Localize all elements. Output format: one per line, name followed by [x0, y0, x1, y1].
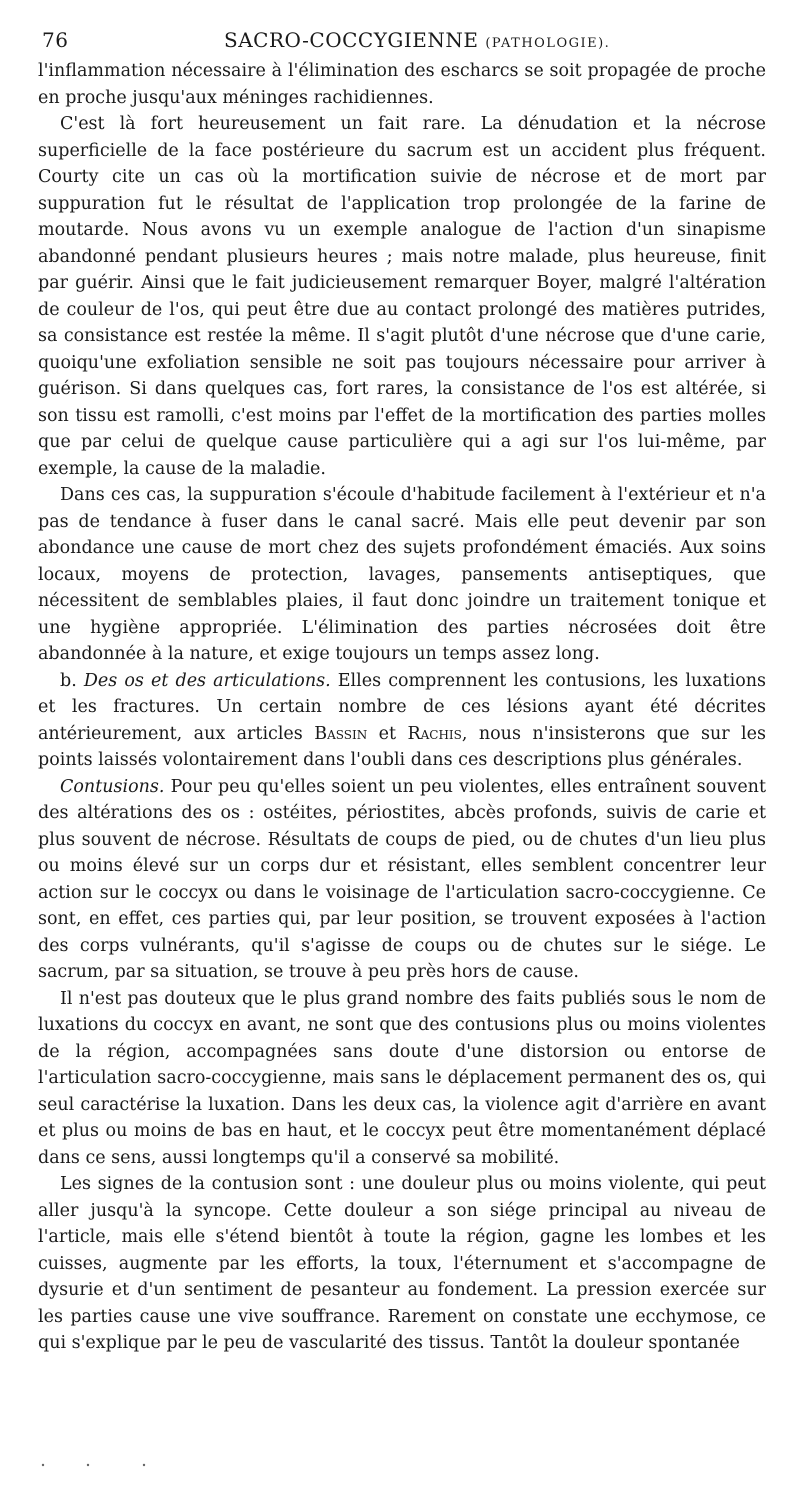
cross-reference-bassin: Bassin [314, 723, 368, 744]
subsection-heading: Contusions. [60, 776, 165, 797]
paragraph-5-text: Pour peu qu'elles soient un peu violentes, elles entraînent souvent des altérations des os : ostéites, périostites, abcès profonds, suivis de carie et plus souvent de nécrose. Résultats de coups de pied, ou de chutes d'un lieu plus ou moins élevé sur un corps dur et résistant, elles semblent concentrer leur action sur le coccyx ou dans le voisinage de l'articulation sacro-coccygienne. Ce sont, en effet, ces parties qui, par leur position, se trouvent exposées à l'action des corps vulnérants, qu'il s'agisse de coups ou de chutes sur le siége. Le sacrum, par sa situation, se trouve à peu près hors de cause. [38, 776, 766, 982]
section-label: b. [60, 670, 77, 691]
paragraph-4-text-a: Elles comprennent les contusions, les luxations et les fractures. Un certain nombre de ces lésions ayant été décrites antérieurement, aux articles [38, 670, 766, 744]
scan-specks [40, 1462, 160, 1468]
paragraph-1: l'inflammation nécessaire à l'élimination des escharcs se soit propagée de proche en proche jusqu'aux méninges rachidiennes. [38, 61, 766, 108]
paragraph-4-text-c: , nous n'insisterons que sur les points laissés volontairement dans l'oubli dans ces descriptions plus générales. [38, 723, 766, 770]
running-title [224, 28, 610, 52]
body-text [38, 58, 766, 1357]
running-head [38, 28, 766, 58]
running-title-sub: (PATHOLOGIE). [485, 36, 611, 51]
paragraph-4 [38, 668, 766, 774]
section-heading: Des os et des articulations. [83, 670, 331, 691]
paragraph-2: C'est là fort heureusement un fait rare. La dénudation et la nécrose superficielle de la face postérieure du sacrum est un accident plus fréquent. Courty cite un cas où la mortification suivie de nécrose et de mort par suppuration fut le résultat de l'application trop prolongée de la farine de moutarde. Nous avons vu un exemple analogue de l'action d'un sinapisme abandonné pendant plusieurs heures ; mais notre malade, plus heureuse, finit par guérir. Ainsi que le fait judicieusement remarquer Boyer, malgré l'altération de couleur de l'os, qui peut être due au contact prolongé des matières putrides, sa consistance est restée la même. Il s'agit plutôt d'une nécrose que d'une carie, quoiqu'une exfoliation sensible ne soit pas toujours nécessaire pour arriver à guérison. Si dans quelques cas, fort rares, la consistance de l'os est altérée, si son tissu est ramolli, c'est moins par l'effet de la mortification des parties molles que par celui de quelque cause particulière qui a agi sur l'os lui-même, par exemple, la cause de la maladie. [38, 114, 766, 479]
running-title-main: SACRO-COCCYGIENNE [224, 28, 479, 52]
book-page [38, 28, 766, 1357]
paragraph-6: Il n'est pas douteux que le plus grand nombre des faits publiés sous le nom de luxations du coccyx en avant, ne sont que des contusions plus ou moins violentes de la région, accompagnées sans doute d'une distorsion ou entorse de l'articulation sacro-coccygienne, mais sans le déplacement permanent des os, qui seul caractérise la luxation. Dans les deux cas, la violence agit d'arrière en avant et plus ou moins de bas en haut, et le coccyx peut être momentanément déplacé dans ce sens, aussi longtemps qu'il a conservé sa mobilité. [38, 988, 766, 1168]
paragraph-4-text-b: et [378, 723, 397, 744]
paragraph-3: Dans ces cas, la suppuration s'écoule d'habitude facilement à l'extérieur et n'a pas de tendance à fuser dans le canal sacré. Mais elle peut devenir par son abondance une cause de mort chez des sujets profondément émaciés. Aux soins locaux, moyens de protection, lavages, pansements antiseptiques, que nécessitent de semblables plaies, il faut donc joindre un traitement tonique et une hygiène appropriée. L'élimination des parties nécrosées doit être abandonnée à la nature, et exige toujours un temps assez long. [38, 485, 766, 664]
paragraph-5 [38, 774, 766, 986]
cross-reference-rachis: Rachis [407, 723, 462, 744]
page-number: 76 [42, 28, 69, 52]
paragraph-7: Les signes de la contusion sont : une douleur plus ou moins violente, qui peut aller jusqu'à la syncope. Cette douleur a son siége principal au niveau de l'article, mais elle s'étend bientôt à toute la région, gagne les lombes et les cuisses, augmente par les efforts, la toux, l'éternument et s'accompagne de dysurie et d'un sentiment de pesanteur au fondement. La pression exercée sur les parties cause une vive souffrance. Rarement on constate une ecchymose, ce qui s'explique par le peu de vascularité des tissus. Tantôt la douleur spontanée [38, 1174, 766, 1353]
